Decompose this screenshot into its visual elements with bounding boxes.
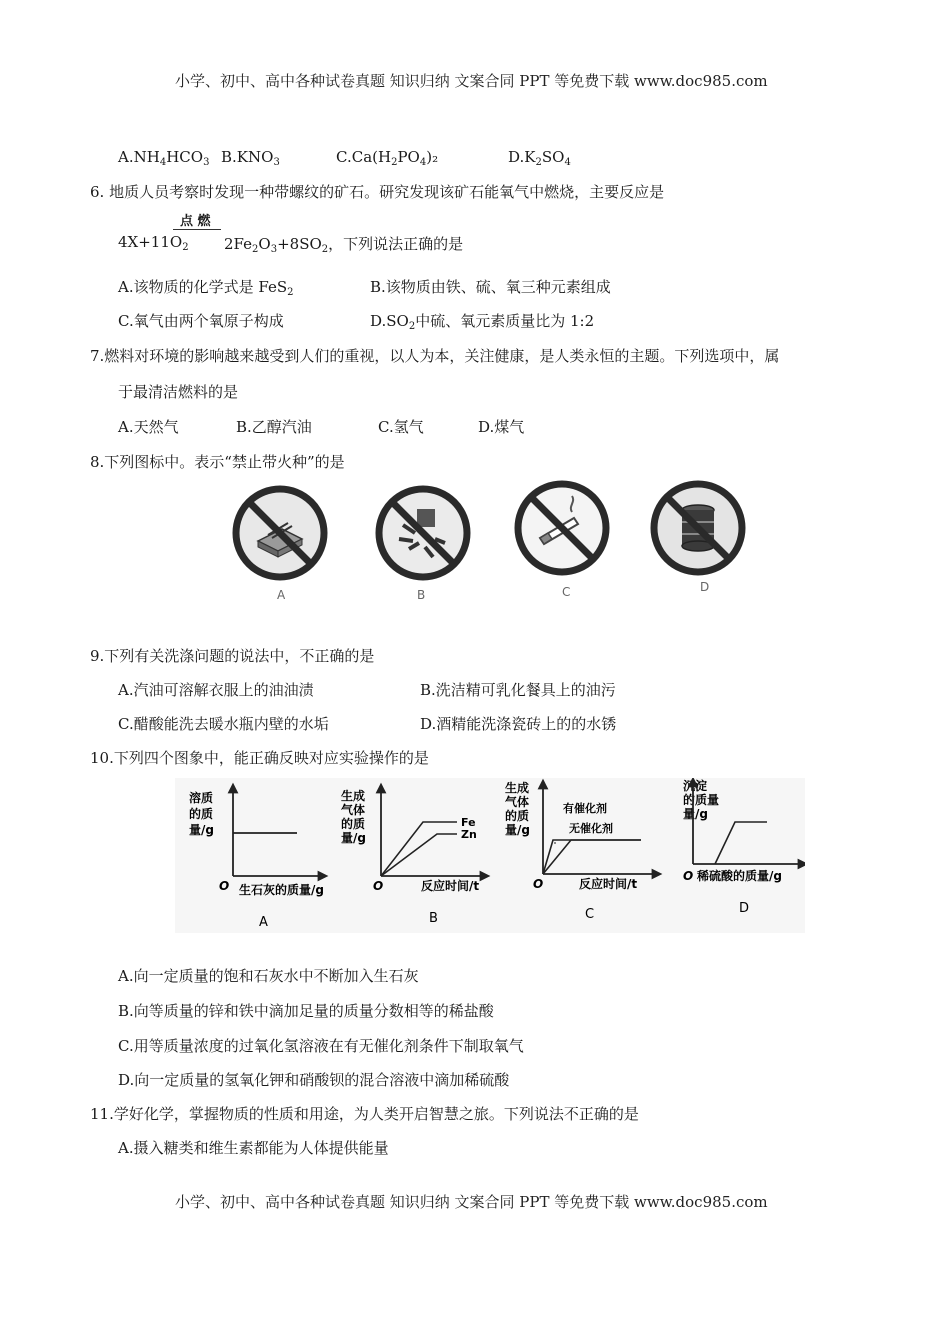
graph-c-line-no-catalyst bbox=[543, 840, 641, 874]
q7-stem-line1: 7.燃料对环境的影响越来越受到人们的重视，以人为本，关注健康，是人类永恒的主题。下列选项中，属 bbox=[90, 347, 780, 365]
graph-d-label: D bbox=[739, 901, 750, 916]
graph-b-xlabel: 反应时间/t bbox=[421, 879, 480, 893]
q10-graphs bbox=[175, 778, 805, 933]
graph-b-ylabel-2: 气体 bbox=[341, 803, 366, 817]
graph-b-ylabel-1: 生成 bbox=[341, 789, 366, 803]
graph-a-origin: O bbox=[219, 879, 230, 893]
q6-option-d: $D.SO_2$中硫、氧元素质量比为 1:2 bbox=[370, 312, 595, 332]
q11-option-a: A.摄入糖类和维生素都能为人体提供能量 bbox=[118, 1139, 389, 1157]
graph-b-origin: O bbox=[373, 879, 384, 893]
graph-a bbox=[189, 788, 324, 930]
no-flammables-sign-icon bbox=[648, 478, 748, 578]
q5-option-b: $B.KNO_3$ bbox=[221, 148, 280, 168]
q6-equation-left: $4X+11O_2$ bbox=[118, 233, 189, 253]
graph-b bbox=[341, 788, 485, 926]
graph-b-line-zn bbox=[381, 834, 457, 876]
graph-b-ylabel-3: 的质 bbox=[341, 817, 366, 831]
q10-option-d: D.向一定质量的氢氧化钾和硝酸钡的混合溶液中滴加稀硫酸 bbox=[118, 1071, 510, 1089]
q9-stem: 9.下列有关洗涤问题的说法中，不正确的是 bbox=[90, 647, 375, 665]
q9-option-c: C.醋酸能洗去暖水瓶内壁的水垢 bbox=[118, 715, 329, 733]
q6-option-b: B.该物质由铁、硫、氧三种元素组成 bbox=[370, 278, 611, 296]
q5-option-d: $D.K_2SO_4$ bbox=[508, 148, 571, 168]
q6-equation-right: $2Fe_2O_3+8SO_2$，下列说法正确的是 bbox=[224, 235, 464, 255]
graph-b-series-zn: Zn bbox=[461, 828, 477, 841]
q11-stem: 11.学好化学，掌握物质的性质和用途，为人类开启智慧之旅。下列说法不正确的是 bbox=[90, 1105, 639, 1123]
graph-d-ylabel-1: 沉淀 bbox=[683, 779, 708, 793]
q7-option-c: C.氢气 bbox=[378, 418, 424, 436]
page-header: 小学、初中、高中各种试卷真题 知识归纳 文案合同 PPT 等免费下载 www.doc985.com bbox=[175, 72, 768, 90]
graph-c-xlabel: 反应时间/t bbox=[579, 877, 638, 891]
q8-label-a: A bbox=[277, 588, 286, 602]
graph-c-ylabel-2: 气体 bbox=[505, 795, 530, 809]
graph-c-ylabel-1: 生成 bbox=[505, 781, 530, 795]
q9-option-d: D.酒精能洗涤瓷砖上的的水锈 bbox=[420, 715, 617, 733]
q10-option-b: B.向等质量的锌和铁中滴加足量的质量分数相等的稀盐酸 bbox=[118, 1002, 494, 1020]
q6-reaction-condition: 点 燃 bbox=[180, 214, 211, 229]
graph-d-ylabel-3: 量/g bbox=[683, 807, 708, 821]
q10-option-c: C.用等质量浓度的过氧化氢溶液在有无催化剂条件下制取氧气 bbox=[118, 1037, 524, 1055]
q10-option-a: A.向一定质量的饱和石灰水中不断加入生石灰 bbox=[118, 967, 419, 985]
graph-a-ylabel-2: 的质 bbox=[189, 807, 214, 821]
q7-stem-line2: 于最清洁燃料的是 bbox=[118, 383, 239, 401]
q8-stem: 8.下列图标中。表示“禁止带火种”的是 bbox=[90, 453, 345, 471]
q6-option-a: A.该物质的化学式是 FeS$_2$ bbox=[118, 278, 294, 298]
q7-option-d: D.煤气 bbox=[478, 418, 525, 436]
q7-option-a: A.天然气 bbox=[118, 418, 179, 436]
q6-option-c: C.氧气由两个氧原子构成 bbox=[118, 312, 284, 330]
q5-option-a: $A.NH_4HCO_3$ bbox=[118, 148, 210, 168]
q6-stem: 6. 地质人员考察时发现一种带螺纹的矿石。研究发现该矿石能氧气中燃烧，主要反应是 bbox=[90, 183, 665, 201]
graph-a-label: A bbox=[259, 915, 268, 930]
no-fireworks-sign-icon bbox=[373, 483, 473, 583]
graph-d-line bbox=[715, 822, 767, 864]
q9-option-a: A.汽油可溶解衣服上的油油渍 bbox=[118, 681, 314, 699]
graph-c-label: C bbox=[585, 907, 595, 922]
graph-d-origin: O bbox=[683, 869, 694, 883]
graph-b-ylabel-4: 量/g bbox=[341, 831, 366, 845]
no-smoking-sign-icon bbox=[512, 478, 612, 578]
graph-c bbox=[505, 780, 657, 922]
q5-option-c: $C.Ca(H_2PO_4)_2$ bbox=[336, 148, 439, 168]
q8-label-d: D bbox=[700, 580, 710, 594]
graph-b-series-fe: Fe bbox=[461, 816, 476, 829]
graph-d-xlabel: 稀硫酸的质量/g bbox=[697, 869, 782, 883]
q10-stem: 10.下列四个图象中，能正确反映对应实验操作的是 bbox=[90, 749, 429, 767]
page-footer: 小学、初中、高中各种试卷真题 知识归纳 文案合同 PPT 等免费下载 www.doc985.com bbox=[175, 1193, 768, 1211]
q9-option-b: B.洗洁精可乳化餐具上的油污 bbox=[420, 681, 616, 699]
graph-b-label: B bbox=[429, 911, 438, 926]
no-matches-sign-icon bbox=[230, 483, 330, 583]
graph-c-ylabel-4: 量/g bbox=[505, 823, 530, 837]
q8-label-b: B bbox=[417, 588, 426, 602]
q7-option-b: B.乙醇汽油 bbox=[236, 418, 312, 436]
graph-a-xlabel: 生石灰的质量/g bbox=[239, 883, 324, 897]
q8-label-c: C bbox=[562, 585, 571, 599]
graph-a-ylabel-1: 溶质 bbox=[189, 791, 214, 805]
graph-a-ylabel-3: 量/g bbox=[189, 823, 214, 837]
graph-c-ylabel-3: 的质 bbox=[505, 809, 530, 823]
graph-d bbox=[683, 778, 803, 916]
q6-reaction-arrow bbox=[173, 229, 221, 230]
graph-d-ylabel-2: 的质量 bbox=[683, 793, 720, 807]
graph-c-origin: O bbox=[533, 877, 544, 891]
graph-c-series-no-catalyst: 无催化剂 bbox=[569, 822, 613, 835]
graph-c-series-catalyst: 有催化剂 bbox=[563, 802, 607, 815]
